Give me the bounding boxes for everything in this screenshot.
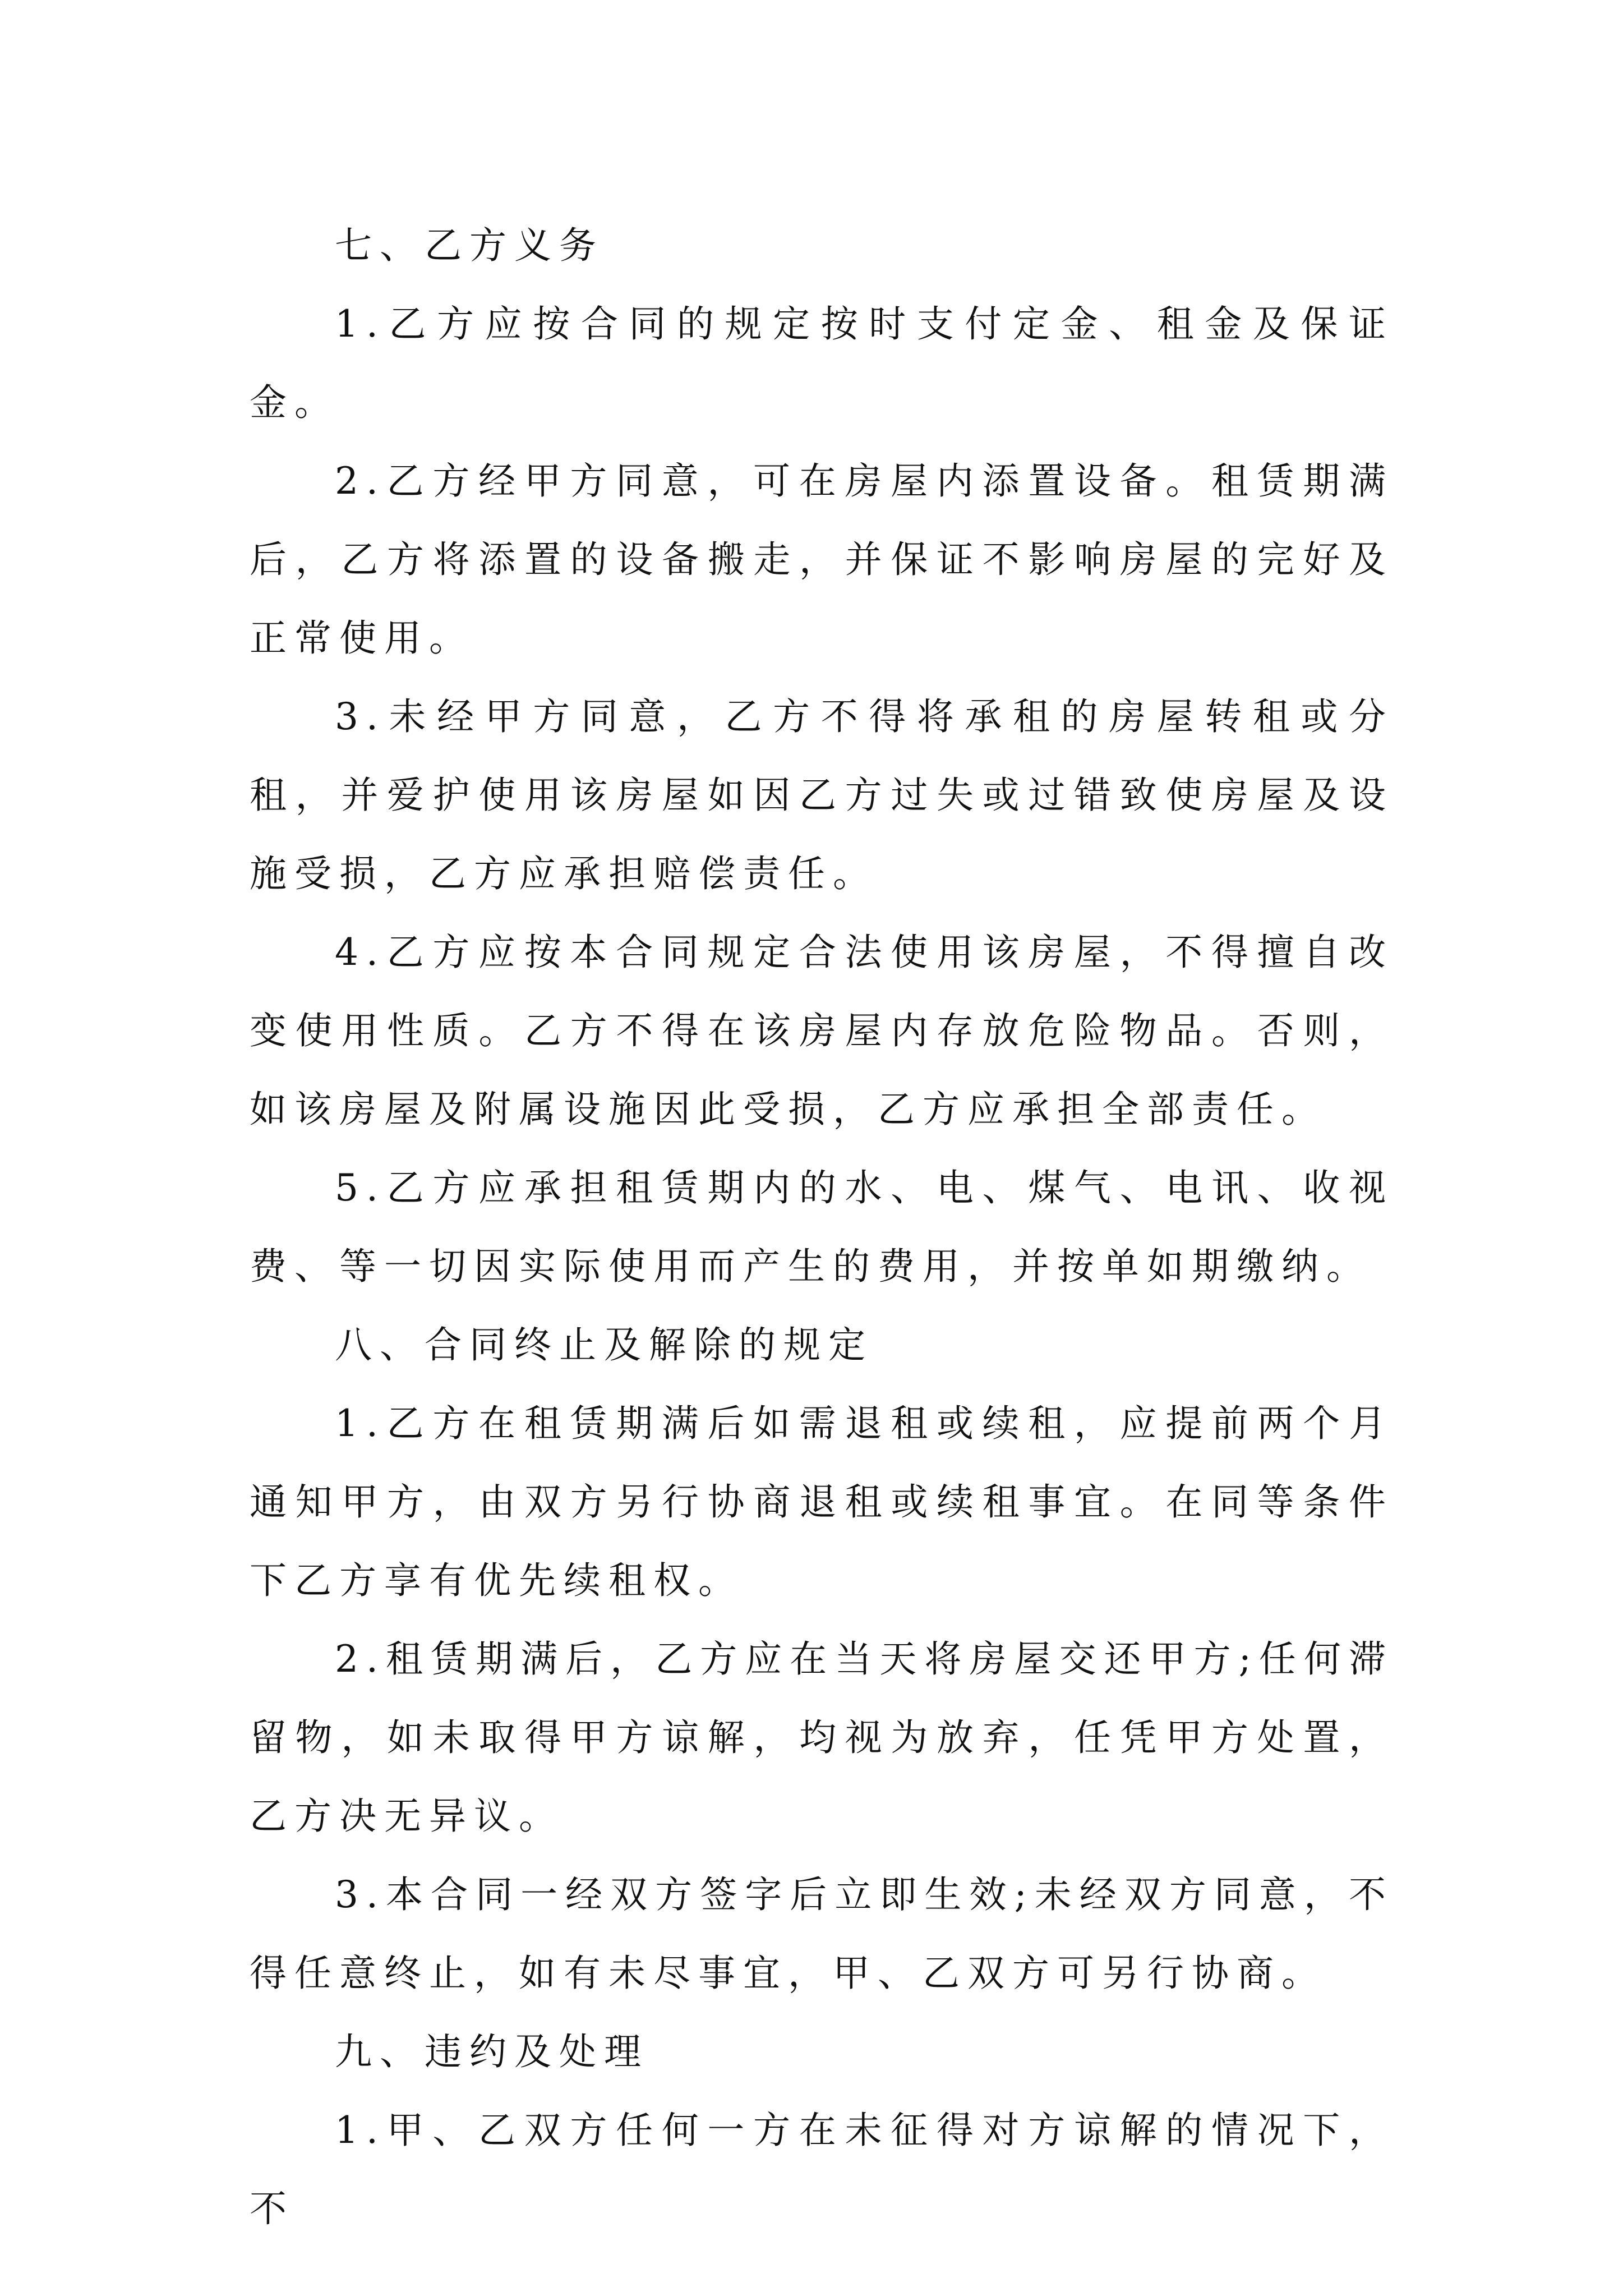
clause-7-2: 2.乙方经甲方同意，可在房屋内添置设备。租赁期满后，乙方将添置的设备搬走，并保证不影响房屋的完好及正常使用。 bbox=[250, 459, 1394, 660]
clause-7-3: 3.未经甲方同意，乙方不得将承租的房屋转租或分租，并爱护使用该房屋如因乙方过失或过错致使房屋及设施受损，乙方应承担赔偿责任。 bbox=[250, 695, 1394, 895]
clause-8-1: 1.乙方在租赁期满后如需退租或续租，应提前两个月通知甲方，由双方另行协商退租或续租事宜。在同等条件下乙方享有优先续租权。 bbox=[250, 1402, 1394, 1602]
clause-9-1: 1.甲、乙双方任何一方在未征得对方谅解的情况下，不 bbox=[250, 2109, 1394, 2230]
section-heading-8: 八、合同终止及解除的规定 bbox=[335, 1323, 873, 1366]
section-heading-9: 九、违约及处理 bbox=[335, 2030, 649, 2073]
clause-7-1: 1.乙方应按合同的规定按时支付定金、租金及保证金。 bbox=[250, 302, 1394, 424]
clause-7-5: 5.乙方应承担租赁期内的水、电、煤气、电讯、收视费、等一切因实际使用而产生的费用，并按单如期缴纳。 bbox=[250, 1166, 1394, 1288]
clause-8-3: 3.本合同一经双方签字后立即生效;未经双方同意，不得任意终止，如有未尽事宜，甲、乙双方可另行协商。 bbox=[250, 1873, 1394, 1995]
section-heading-7: 七、乙方义务 bbox=[335, 224, 604, 267]
clause-8-2: 2.租赁期满后，乙方应在当天将房屋交还甲方;任何滞留物，如未取得甲方谅解，均视为放弃，任凭甲方处置，乙方决无异议。 bbox=[250, 1637, 1394, 1838]
document-body bbox=[250, 206, 1394, 2248]
clause-7-4: 4.乙方应按本合同规定合法使用该房屋，不得擅自改变使用性质。乙方不得在该房屋内存放危险物品。否则，如该房屋及附属设施因此受损，乙方应承担全部责任。 bbox=[250, 931, 1394, 1131]
